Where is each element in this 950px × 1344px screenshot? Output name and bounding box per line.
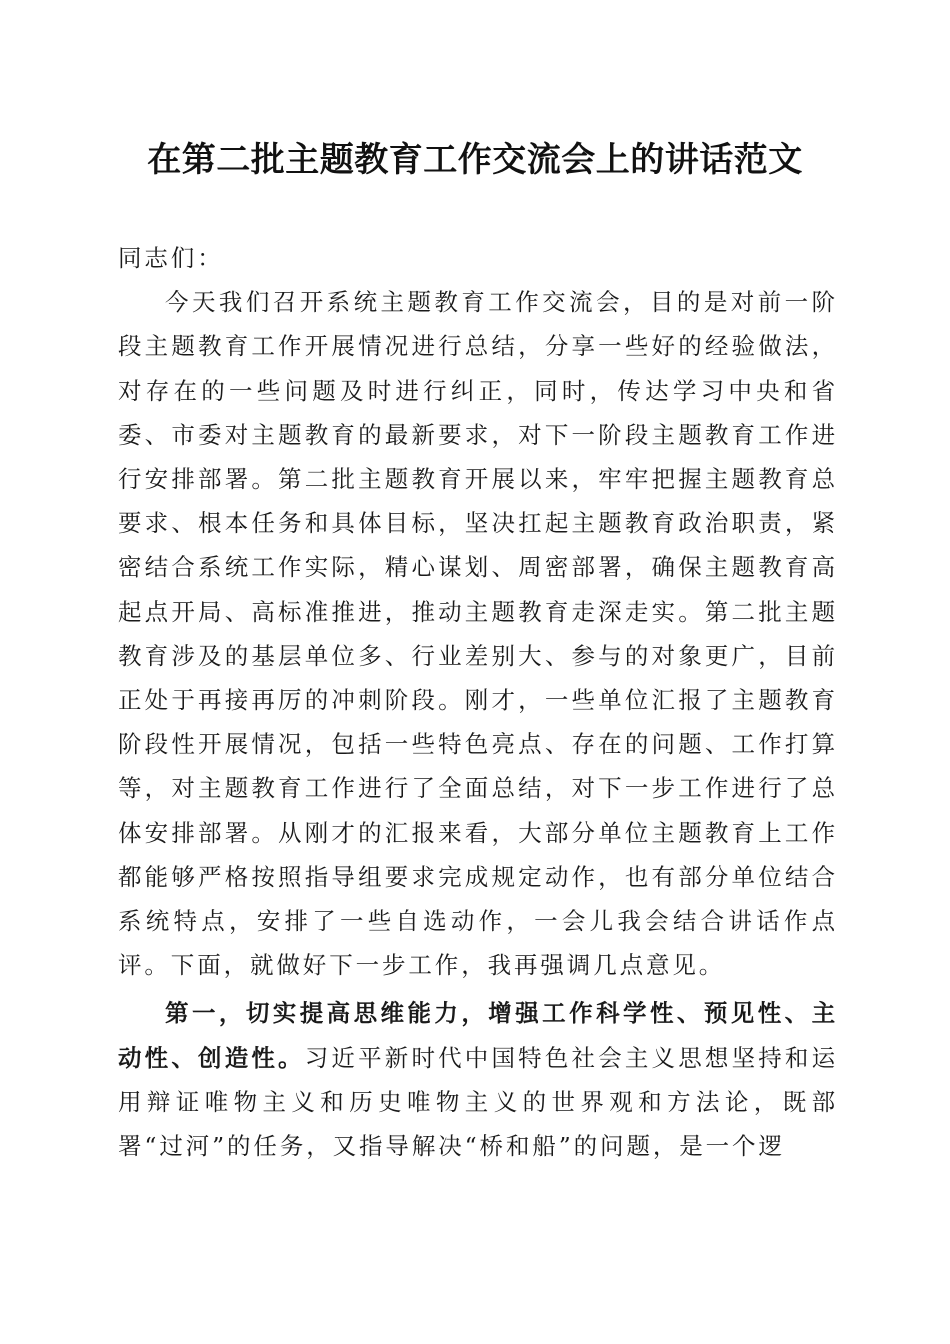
paragraph-2-text: 习近平新时代中国特色社会主义思想坚持和运用辩证唯物主义和历史唯物主义的世界观和方法论，既部署“过河”的任务，又指导解决“桥和船”的问题，是一个逻 — [118, 1043, 839, 1161]
document-title: 在第二批主题教育工作交流会上的讲话范文 — [147, 140, 803, 180]
paragraph-1: 今天我们召开系统主题教育工作交流会，目的是对前一阶段主题教育工作开展情况进行总结，分享一些好的经验做法，对存在的一些问题及时进行纠正，同时，传达学习中央和省委、市委对主题教育的最新要求，对下一阶段主题教育工作进行安排部署。第二批主题教育开展以来，牢牢把握主题教育总要求、根本任务和具体目标，坚决扛起主题教育政治职责，紧密结合系统工作实际，精心谋划、周密部署，确保主题教育高起点开局、高标准推进，推动主题教育走深走实。第二批主题教育涉及的基层单位多、行业差别大、参与的对象更广，目前正处于再接再厉的冲刺阶段。刚才，一些单位汇报了主题教育阶段性开展情况，包括一些特色亮点、存在的问题、工作打算等，对主题教育工作进行了全面总结，对下一步工作进行了总体安排部署。从刚才的汇报来看，大部分单位主题教育上工作都能够严格按照指导组要求完成规定动作，也有部分单位结合系统特点，安排了一些自选动作，一会儿我会结合讲话作点评。下面，就做好下一步工作，我再强调几点意见。 — [118, 288, 838, 980]
paragraph-2-lead: 第一，切实提高思维能力，增强工作科学性、预见性、主动性、创造性。 — [118, 999, 838, 1072]
salutation: 同志们： — [118, 244, 224, 272]
paragraph-2 — [118, 991, 838, 1168]
document-body — [118, 236, 838, 1168]
